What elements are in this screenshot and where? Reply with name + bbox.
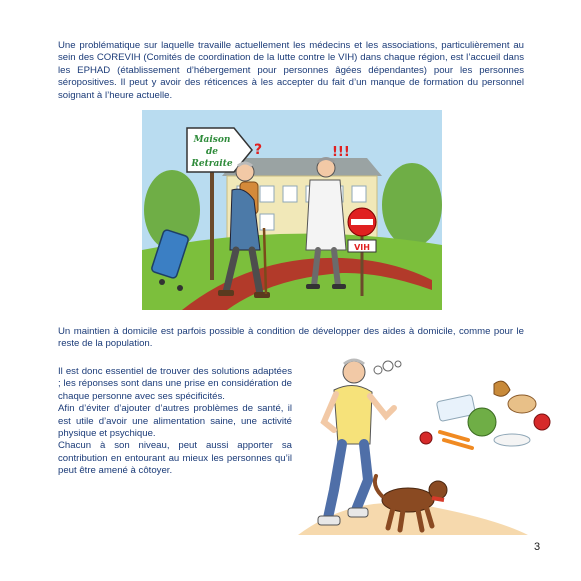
home-care-paragraph: Un maintien à domicile est parfois possible à condition de développer des aides à domicile, comme pour le reste de la population. (58, 326, 524, 350)
question-mark: ? (254, 142, 263, 158)
sign-line-1: Maison (193, 135, 231, 145)
tree-right (382, 163, 442, 247)
jogging-man-illustration (298, 350, 554, 540)
vih-label: VIH (354, 243, 370, 252)
food-items (420, 381, 550, 448)
solutions-text-2: Afin d’éviter d’ajouter d’autres problèmes de santé, il est utile d’avoir une alimentation saine, une activité physique et psychique. (58, 403, 292, 440)
retirement-home-illustration (142, 110, 442, 310)
exclamation-marks: !!! (332, 145, 350, 160)
solutions-text-3: Chacun à son niveau, peut aussi apporter sa contribution en entourant au mieux les personnes qu’il peut être amené à côtoyer. (58, 440, 292, 477)
intro-paragraph: Une problématique sur laquelle travaille actuellement les médecins et les associations, particulièrement au sein des COREVIH (Comités de coordination de la lutte contre le VIH) dans chaque région, est l’accueil dans les EPHAD (établissement d’hébergement pour personnes âgées dépendantes) pour les personnes séropositives. Il peut y avoir des réticences à les accepter du fait d’un manque de formation du personnel soignant à l’heure actuelle. (58, 40, 524, 101)
sign-line-2: de (205, 147, 219, 157)
breath-puffs (374, 361, 401, 374)
solutions-paragraph (58, 366, 292, 478)
sign-line-3: Retraite (191, 159, 233, 169)
solutions-text-1: Il est donc essentiel de trouver des solutions adaptées ; les réponses sont dans une prise en considération de chaque personne avec ses spécificités. (58, 366, 292, 402)
page-number: 3 (534, 541, 541, 553)
